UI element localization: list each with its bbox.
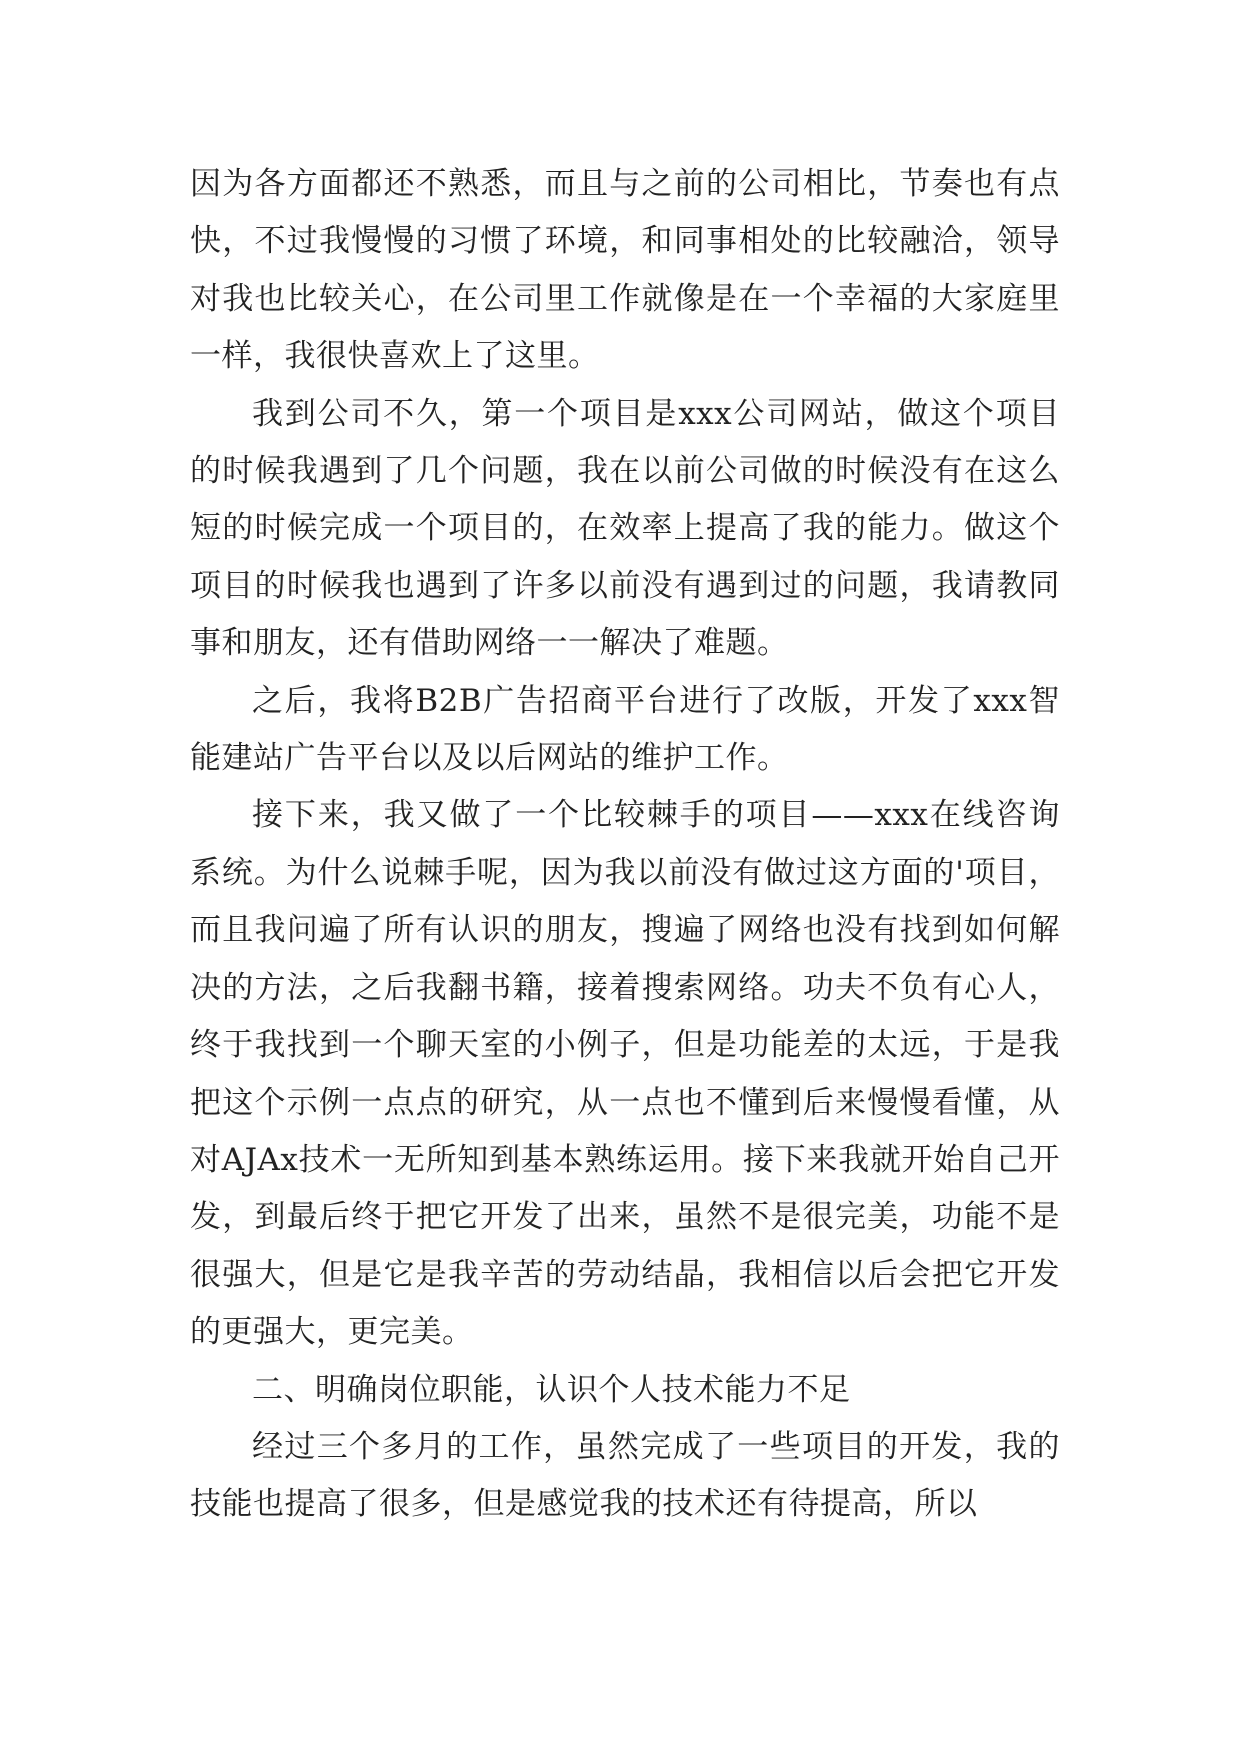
paragraph: 经过三个多月的工作，虽然完成了一些项目的开发，我的技能也提高了很多，但是感觉我的技术还有待提高，所以 [190, 1428, 1060, 1523]
section-heading: 二、明确岗位职能，认识个人技术能力不足 [252, 1371, 851, 1408]
paragraph: 因为各方面都还不熟悉，而且与之前的公司相比，节奏也有点快，不过我慢慢的习惯了环境，和同事相处的比较融洽，领导对我也比较关心，在公司里工作就像是在一个幸福的大家庭里一样，我很快喜欢上了这里。 [190, 166, 1060, 375]
paragraph: 之后，我将B2B广告招商平台进行了改版，开发了xxx智能建站广告平台以及以后网站的维护工作。 [190, 682, 1060, 777]
paragraph: 我到公司不久，第一个项目是xxx公司网站，做这个项目的时候我遇到了几个问题，我在以前公司做的时候没有在这么短的时候完成一个项目的，在效率上提高了我的能力。做这个项目的时候我也遇到了许多以前没有遇到过的问题，我请教同事和朋友，还有借助网络一一解决了难题。 [190, 395, 1060, 662]
paragraph: 接下来，我又做了一个比较棘手的项目——xxx在线咨询系统。为什么说棘手呢，因为我以前没有做过这方面的'项目，而且我问遍了所有认识的朋友，搜遍了网络也没有找到如何解决的方法，之后我翻书籍，接着搜索网络。功夫不负有心人，终于我找到一个聊天室的小例子，但是功能差的太远，于是我把这个示例一点点的研究，从一点也不懂到后来慢慢看懂，从对AJAx技术一无所知到基本熟练运用。接下来我就开始自己开发，到最后终于把它开发了出来，虽然不是很完美，功能不是很强大，但是它是我辛苦的劳动结晶，我相信以后会把它开发的更强大，更完美。 [190, 797, 1060, 1351]
document-body [190, 156, 1060, 1534]
